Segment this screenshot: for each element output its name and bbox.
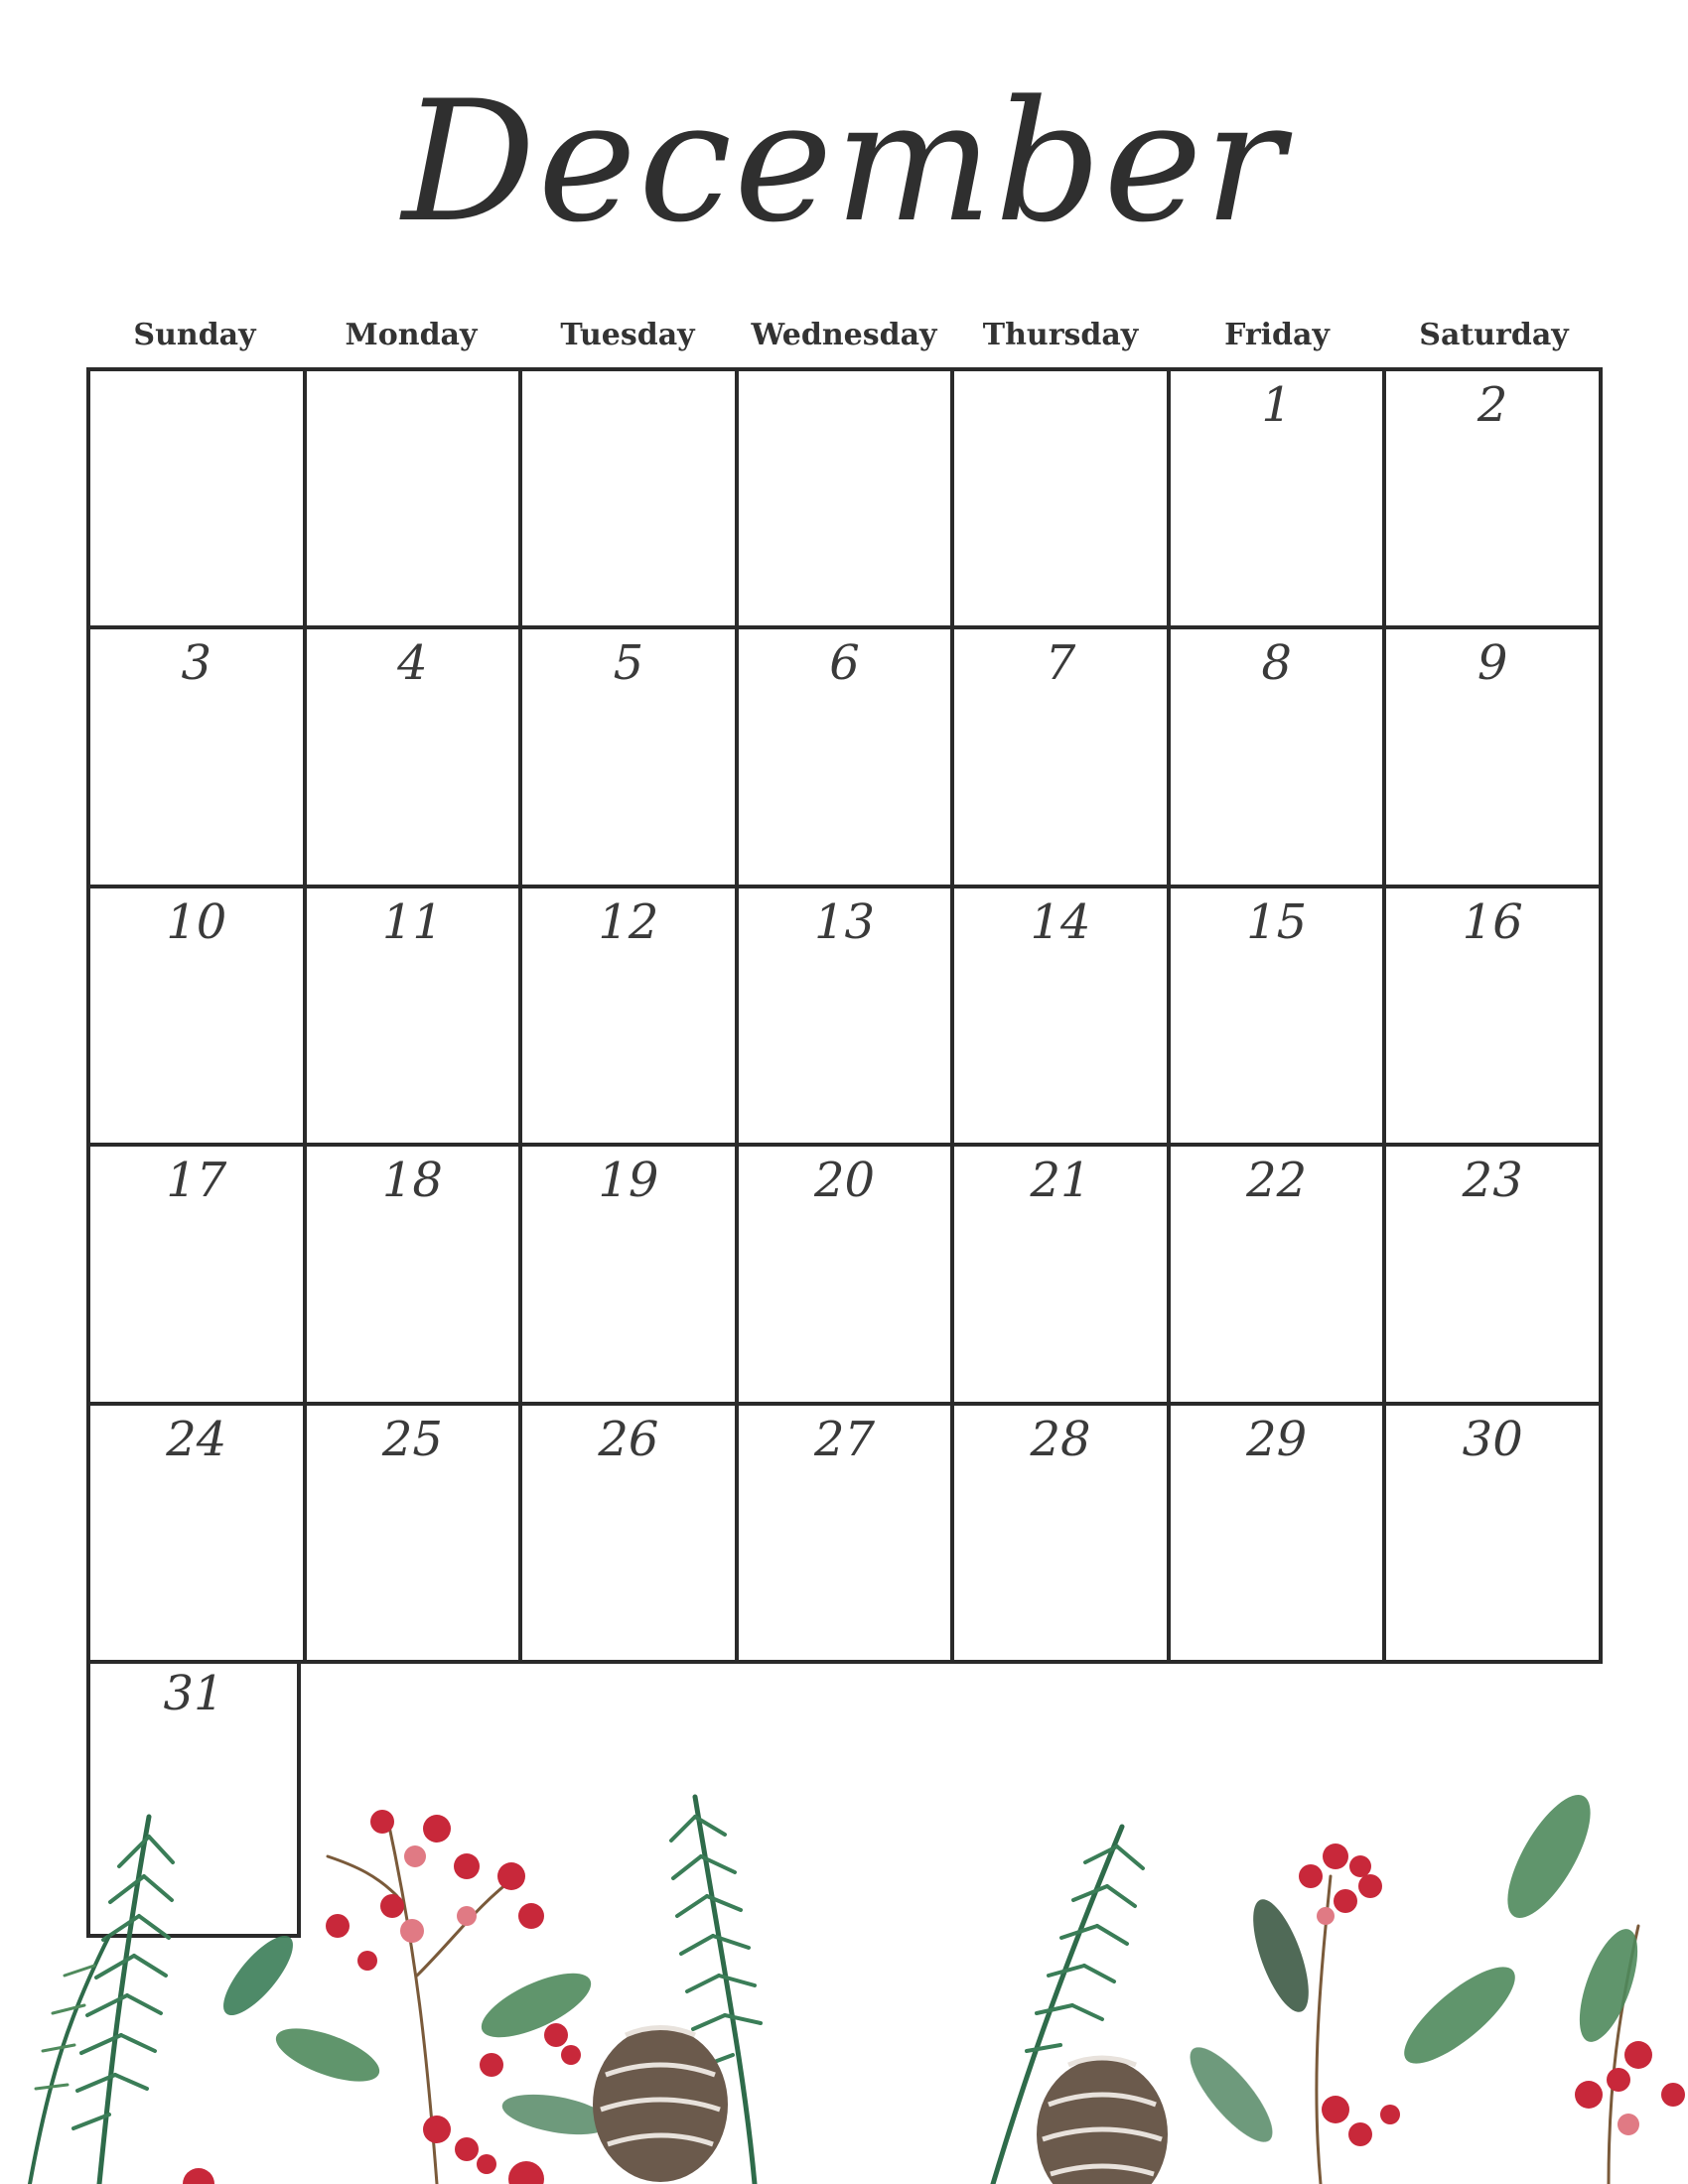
day-cell[interactable]	[90, 888, 307, 1147]
weekday-header-thursday: Thursday	[982, 318, 1139, 352]
day-cell[interactable]	[1171, 1406, 1387, 1664]
day-cell[interactable]	[307, 1406, 523, 1664]
day-cell[interactable]	[307, 629, 523, 887]
day-number: 9	[1477, 635, 1508, 692]
day-number: 12	[598, 893, 659, 950]
day-cell[interactable]	[739, 1147, 955, 1405]
day-cell[interactable]	[1171, 371, 1387, 629]
day-number: 11	[381, 893, 443, 950]
day-cell[interactable]	[1386, 1406, 1603, 1664]
day-number: 10	[166, 893, 227, 950]
day-number: 4	[397, 635, 428, 692]
day-number: 5	[613, 635, 644, 692]
day-number: 26	[598, 1411, 659, 1467]
day-number: 6	[829, 635, 860, 692]
day-cell[interactable]	[1171, 1147, 1387, 1405]
day-number: 7	[1045, 635, 1076, 692]
day-cell[interactable]	[954, 1406, 1171, 1664]
day-cell[interactable]	[307, 1147, 523, 1405]
day-cell[interactable]	[954, 888, 1171, 1147]
day-number: 27	[813, 1411, 876, 1467]
day-cell[interactable]	[739, 888, 955, 1147]
day-number: 25	[381, 1411, 443, 1467]
day-number: 2	[1477, 377, 1508, 433]
weekday-header-saturday: Saturday	[1419, 318, 1569, 352]
day-number: 15	[1246, 893, 1308, 950]
day-number: 1	[1261, 377, 1292, 433]
winter-greenery-border-icon	[0, 1757, 1688, 2184]
day-cell[interactable]	[1386, 888, 1603, 1147]
day-cell[interactable]	[522, 629, 739, 887]
weekday-header-monday: Monday	[345, 318, 478, 352]
day-cell[interactable]	[954, 629, 1171, 887]
day-number: 8	[1261, 635, 1292, 692]
weekday-header-tuesday: Tuesday	[560, 318, 695, 352]
calendar-grid	[86, 367, 1603, 1664]
day-cell[interactable]	[739, 629, 955, 887]
day-number: 30	[1462, 1411, 1523, 1467]
day-number: 23	[1462, 1153, 1523, 1209]
day-number: 24	[166, 1411, 227, 1467]
day-number: 18	[381, 1153, 443, 1209]
day-cell[interactable]	[1386, 1147, 1603, 1405]
day-cell[interactable]	[954, 371, 1171, 629]
day-number: 31	[163, 1666, 224, 1721]
day-number: 14	[1030, 893, 1091, 950]
day-cell[interactable]	[90, 1406, 307, 1664]
day-number: 19	[598, 1153, 659, 1209]
day-number: 3	[181, 635, 212, 692]
day-cell[interactable]	[522, 1406, 739, 1664]
day-cell[interactable]	[1386, 371, 1603, 629]
day-cell[interactable]	[307, 888, 523, 1147]
day-number: 20	[813, 1153, 876, 1209]
day-number: 16	[1462, 893, 1523, 950]
day-cell[interactable]	[954, 1147, 1171, 1405]
day-number: 13	[813, 893, 876, 950]
day-number: 21	[1030, 1153, 1091, 1209]
day-number: 29	[1246, 1411, 1308, 1467]
weekday-header-wednesday: Wednesday	[751, 318, 937, 352]
day-number: 22	[1246, 1153, 1308, 1209]
month-title: December	[401, 65, 1287, 259]
day-cell[interactable]	[522, 1147, 739, 1405]
day-cell[interactable]	[90, 629, 307, 887]
day-cell[interactable]	[739, 1406, 955, 1664]
day-cell[interactable]	[90, 1147, 307, 1405]
day-number: 28	[1030, 1411, 1091, 1467]
day-cell[interactable]	[307, 371, 523, 629]
weekday-header-sunday: Sunday	[133, 318, 256, 352]
weekday-header-friday: Friday	[1224, 318, 1330, 352]
day-cell[interactable]	[739, 371, 955, 629]
day-cell[interactable]	[90, 371, 307, 629]
day-number: 17	[166, 1153, 227, 1209]
day-cell[interactable]	[1386, 629, 1603, 887]
day-cell[interactable]	[522, 888, 739, 1147]
day-cell[interactable]	[1171, 888, 1387, 1147]
day-cell[interactable]	[1171, 629, 1387, 887]
day-cell[interactable]	[522, 371, 739, 629]
